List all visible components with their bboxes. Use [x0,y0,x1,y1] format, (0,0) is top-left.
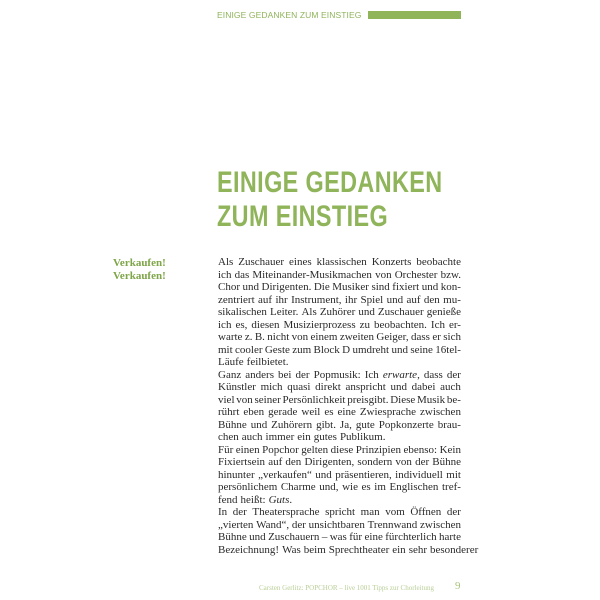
word: er- [448,318,461,331]
word: Popchor [262,443,299,456]
word: gute [355,418,375,431]
word: und [250,418,268,431]
word: Instrument, [291,293,342,306]
word: für [349,531,363,543]
word: der [232,506,247,518]
word: Leiter. [269,306,299,318]
word: und [358,306,375,318]
word: Charme [280,481,316,493]
word: Orchester [394,268,438,281]
body-text [218,256,479,556]
word: und [421,281,439,293]
text-line [218,381,461,394]
text-line [218,319,461,332]
word: Diese [390,393,416,406]
word: den [423,293,440,306]
word: Bühne [432,456,461,468]
word: fixiert [392,281,420,293]
word: Bezeichnung! [218,543,280,556]
word: Was [282,543,301,556]
word: heißt: [240,493,266,506]
word: bzw. [440,268,461,281]
word: feilbietet. [246,356,289,368]
word: eines [289,256,312,268]
text-line [218,543,479,557]
word: seine [410,343,433,356]
word: Zwiesprache [359,406,417,418]
word: Zuhörer [319,306,356,318]
text-line [218,281,461,294]
word: preisgibt. [347,393,389,406]
word: D [342,343,351,356]
word: individuell [395,468,443,481]
word: Sprechtheater [328,543,390,556]
text-line [218,331,461,344]
word: und [315,468,332,481]
word: zentriert [218,293,255,306]
chapter-title [217,166,443,234]
word: Prinzipien [355,443,401,456]
text-line [218,394,461,407]
word: z. [244,331,253,343]
word: direkt [315,381,341,393]
word: und [386,293,404,306]
paragraph [218,256,461,369]
word: Zuschauer [238,256,285,268]
word: auch [440,381,461,393]
text-line [218,306,461,319]
margin-note [113,257,166,283]
word: Kein [439,443,461,456]
word: viel [218,393,235,406]
word: beobachte [416,256,461,268]
word: Zuschauer [377,306,424,318]
word: Bühne [218,531,247,543]
paragraph [218,444,461,507]
word: einem [310,331,338,343]
word: klassischen [316,256,367,268]
word: eine [364,531,383,543]
word: und [242,281,260,293]
word: und, [319,481,339,493]
word: Persönlichkeit [282,393,346,406]
margin-note-line: Verkaufen! [113,270,166,282]
word: Popkonzerte [378,418,434,431]
word: es [361,481,371,493]
word: dass [411,331,430,343]
word: Bühne [218,418,247,431]
word: der [446,506,461,518]
word: auch [241,431,263,443]
word: den [285,456,302,468]
word: chen [218,431,239,443]
word: seiner [254,393,281,406]
word: Für [218,443,234,456]
word: auf [406,293,421,306]
word: Als [301,306,317,318]
text-line [218,431,461,444]
word: von [395,456,412,468]
word: Ja, [339,418,352,431]
word: „verkaufen“ [258,468,312,481]
word: der [446,368,461,381]
word: Popmusik: [313,368,361,381]
word: hinunter [218,468,255,481]
word: Block [313,343,340,356]
word: „vierten [218,518,254,531]
word: cooler [235,343,263,356]
word: gerade [268,406,298,418]
word: Als [218,256,234,268]
word: das [234,268,250,281]
word: sind [371,281,390,293]
word: unsichtbaren [308,518,365,531]
word: quasi [287,381,311,393]
text-line [218,369,461,382]
word: und [391,343,408,356]
word: im [374,481,386,493]
word: Geste [264,343,290,356]
word: diesen [251,318,280,331]
word: ich [218,318,232,331]
running-head-bar [368,11,462,19]
text-line [218,419,461,432]
text-line [218,456,461,469]
word: – [321,531,328,543]
text-line [218,506,461,519]
word: eben [243,406,265,418]
word: man [360,506,380,518]
word: zum [292,343,312,356]
word: anspricht [345,381,386,393]
word: mich [260,381,283,393]
word: präsentieren, [335,468,392,481]
word: fend [218,493,238,506]
word: zwischen [420,406,461,418]
page-number: 9 [455,580,461,592]
word: wie [342,481,358,493]
word: der [415,456,430,468]
word: einen [235,443,260,456]
word: Wand“, [256,518,290,531]
word: Zuschauern [268,531,320,543]
chapter-title-line: ZUM EINSTIEG [217,200,389,233]
word: persönlichem [218,481,278,493]
word: besonderer [430,543,479,556]
word: umdreht [352,343,390,356]
word: mu- [443,293,461,306]
word: sich [443,331,461,343]
word: Öffnen [410,506,442,518]
word: warte [218,331,243,343]
word: Zuhörern [271,418,313,431]
word: Konzerts [371,256,412,268]
chapter-title-line: EINIGE GEDANKEN [217,166,443,199]
word: rührt [218,406,240,418]
word: kon- [440,281,461,293]
word: dabei [411,381,436,393]
word: Geiger, [376,331,409,343]
word: erwarte, [382,368,420,381]
text-line [218,406,461,419]
word: Läufe [218,356,244,368]
word: Künstler [218,381,256,393]
word: ihr [275,293,288,306]
word: ich [218,268,232,281]
word: was [329,531,347,543]
word: vom [385,506,405,518]
word: 16tel- [435,343,461,356]
word: Ich [364,368,379,381]
word: be- [446,393,461,406]
word: ein [297,431,311,443]
text-line [218,531,461,544]
word: zu [359,318,371,331]
word: es [324,406,334,418]
word: ein [392,543,406,556]
word: gelten [301,443,329,456]
word: Theatersprache [252,506,320,518]
word: Miteinander-Musikmachen [252,268,372,281]
text-line [218,469,461,482]
word: Ganz [218,368,242,381]
word: von [236,393,253,406]
text-line [218,494,461,507]
word: sehr [408,543,428,556]
word: nicht [267,331,290,343]
paragraph [218,369,461,444]
word: Musizierprozess [283,318,356,331]
word: und [390,381,407,393]
word: Spiel [360,293,384,306]
paragraph [218,506,479,556]
running-head: EINIGE GEDANKEN ZUM EINSTIEG [217,10,362,20]
word: eine [337,406,356,418]
word: dass [423,368,443,381]
text-line [218,344,461,357]
word: Dirigenten, [304,456,355,468]
word: zweiten [339,331,375,343]
word: Musiker [332,281,369,293]
word: sondern [357,456,393,468]
word: ebenso: [403,443,438,456]
margin-note-line: Verkaufen! [113,257,166,269]
word: weil [301,406,321,418]
word: Ich [430,318,445,331]
text-line [218,444,461,457]
word: In [218,506,228,518]
word: harte [439,531,461,543]
word: genieße [426,306,461,318]
word: Publikum. [339,431,386,443]
word: bei [278,368,292,381]
text-line [218,294,461,307]
word: B. [254,331,265,343]
text-line [218,356,461,369]
word: Trennwand [367,518,418,531]
word: spricht [325,506,356,518]
text-line [218,519,461,532]
word: brau- [437,418,461,431]
word: tref- [441,481,461,493]
word: ihr [344,293,358,306]
word: auf [258,293,273,306]
word: zwischen [420,518,461,531]
word: der [295,368,310,381]
word: sikalischen [218,306,267,318]
text-line [218,481,461,494]
word: beim [303,543,326,556]
word: gibt. [316,418,336,431]
word: mit [446,468,461,481]
word: fürchterlich [385,531,437,543]
running-head-row [217,9,461,21]
word: Chor [218,281,240,293]
word: mit [218,343,233,356]
word: der [291,518,306,531]
word: Guts. [268,493,293,506]
word: auf [268,456,283,468]
word: gutes [313,431,337,443]
word: Musik [417,393,446,406]
word: Die [313,281,330,293]
word: es, [235,318,248,331]
word: Fixiertsein [218,456,266,468]
word: er [432,331,441,343]
word: von [291,331,309,343]
word: immer [265,431,295,443]
word: und [249,531,266,543]
word: diese [330,443,354,456]
word: von [375,268,392,281]
word: Dirigenten. [261,281,312,293]
text-line [218,269,461,282]
text-line [218,256,461,269]
footer-citation: Carsten Gerlitz: POPCHOR – live 1001 Tipps zur Chorleitung [259,584,434,592]
word: anders [245,368,274,381]
word: beobachten. [374,318,427,331]
word: Englischen [389,481,439,493]
